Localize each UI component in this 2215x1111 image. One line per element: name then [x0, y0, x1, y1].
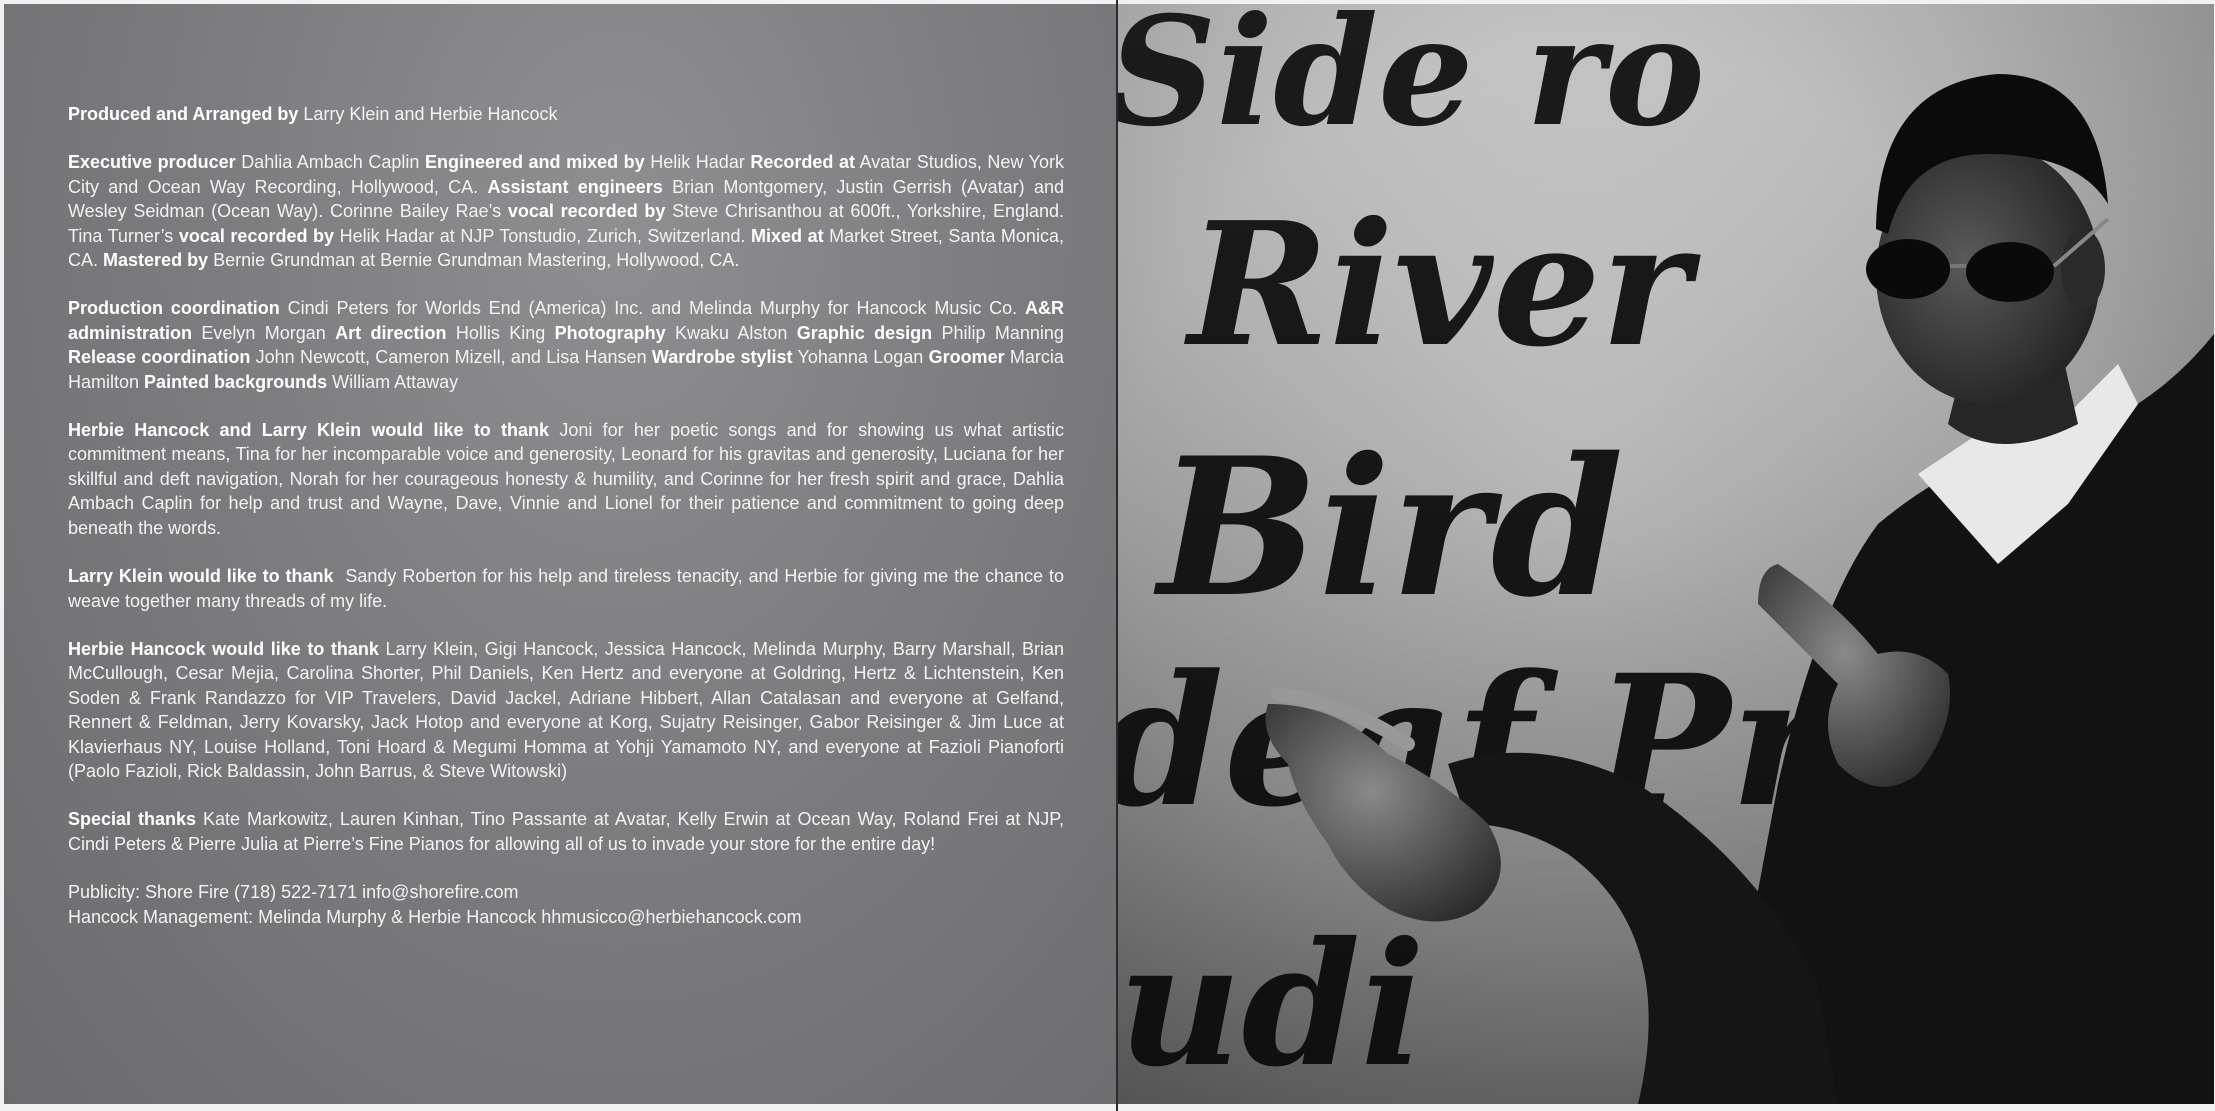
credit-label: Release coordination — [68, 347, 251, 368]
credit-label: Wardrobe stylist — [651, 347, 793, 368]
thanks-both — [68, 418, 1064, 540]
credit-label: Special thanks — [68, 809, 197, 830]
credit-text: Larry Klein and Herbie Hancock — [303, 104, 558, 124]
credit-text: Marcia Hamilton — [68, 347, 1064, 392]
credit-text: Market Street, Santa Monica, CA. — [68, 225, 1064, 271]
credit-text: Larry Klein, Gigi Hancock, Jessica Hancock, Melinda Murphy, Barry Marshall, Brian McCullough, Cesar Mejia, Carolina Shorter, Phil Daniels, Ken Hertz and everyone at Goldring, Hertz & Lichtenstein, Ken Soden & Frank Randazzo for VIP Travelers, David Jackel, Adriane Hibbert, Allan Catalasan and everyone at Gelfand, Rennert & Feldman, Jerry Kovarsky, Jack Hotop and everyone at Korg, Sujatry Reisinger, Gabor Reisinger & Jim Luce at Klavierhaus NY, Louise Holland, Toni Hoard & Megumi Homma at Yohji Yamamoto NY, and everyone at Fazioli Pianoforti (Paolo Fazioli, Rick Baldassin, John Barrus, & Steve Witowski) — [68, 638, 1064, 781]
credit-text: Kate Markowitz, Lauren Kinhan, Tino Passante at Avatar, Kelly Erwin at Ocean Way, Roland Frei at NJP, Cindi Peters & Pierre Julia at Pierre’s Fine Pianos for allowing all of us to invade your store for the entire day! — [68, 809, 1064, 854]
credit-text: Joni for her poetic songs and for showing us what artistic commitment means, Tina for her incomparable voice and generosity, Leonard for his gravitas and generosity, Luciana for her skillful and deft navigation, Norah for her courageous honesty & humility, and Corinne for her fresh spirit and grace, Dahlia Ambach Caplin for help and trust and Wayne, Dave, Vinnie and Lionel for their patience and commitment to going deep beneath the words. — [68, 420, 1064, 538]
portrait-photo — [1118, 4, 2214, 1104]
credit-label: Painted backgrounds — [144, 371, 328, 392]
coordination-credits — [68, 296, 1064, 394]
credit-text: Kwaku Alston — [674, 322, 788, 343]
produced-credit — [68, 102, 1064, 126]
credit-text: Steve Chrisanthou at 600ft., Yorkshire, England. Tina Turner’s — [68, 201, 1065, 246]
credit-text: Avatar Studios, New York City and Ocean Way Recording, Hollywood, CA. — [68, 152, 1064, 197]
credit-label: Production coordination — [68, 298, 280, 319]
credit-label: Herbie Hancock would like to thank — [68, 638, 379, 659]
production-credits — [68, 150, 1064, 272]
credit-text: Philip Manning — [941, 322, 1064, 343]
management-line: Hancock Management: Melinda Murphy & Herbie Hancock hhmusicco@herbiehancock.com — [68, 906, 802, 927]
credit-label: Engineered and mixed by — [424, 152, 645, 173]
credit-text: Helik Hadar at NJP Tonstudio, Zurich, Switzerland. — [339, 225, 746, 246]
credit-label: Groomer — [928, 347, 1005, 368]
credit-text: Bernie Grundman at Bernie Grundman Mastering, Hollywood, CA. — [213, 250, 740, 271]
credit-label: Produced and Arranged by — [68, 104, 299, 124]
credit-label: vocal recorded by — [507, 201, 666, 222]
credit-label: vocal recorded by — [178, 225, 335, 246]
special-thanks — [68, 807, 1064, 856]
credit-text: William Attaway — [332, 371, 459, 392]
publicity-line: Publicity: Shore Fire (718) 522-7171 info@shorefire.com — [68, 882, 519, 903]
credits-text — [68, 102, 1064, 929]
credit-label: Photography — [554, 322, 666, 343]
credit-label: A&R administration — [68, 298, 1064, 343]
credit-text: John Newcott, Cameron Mizell, and Lisa Hansen — [255, 347, 647, 368]
credit-label: Graphic design — [796, 322, 933, 343]
credit-label: Larry Klein would like to thank — [68, 566, 334, 587]
credit-text: Cindi Peters for Worlds End (America) Inc. and Melinda Murphy for Hancock Music Co. — [287, 298, 1018, 319]
credit-text: Sandy Roberton for his help and tireless tenacity, and Herbie for giving me the chance to weave together many threads of my life. — [68, 566, 1064, 611]
credit-label: Recorded at — [750, 152, 855, 173]
credit-label: Art direction — [335, 322, 447, 343]
credit-text: Helik Hadar — [650, 152, 745, 173]
photo-panel — [1118, 4, 2214, 1104]
thanks-klein — [68, 564, 1064, 613]
credit-label: Mastered by — [103, 250, 209, 271]
credit-label: Executive producer — [68, 152, 236, 173]
liner-notes-panel — [4, 4, 1116, 1104]
credit-text: Evelyn Morgan — [201, 322, 326, 343]
credit-text: Brian Montgomery, Justin Gerrish (Avatar) and Wesley Seidman (Ocean Way). Corinne Bailey Rae’s — [68, 176, 1064, 222]
credit-label: Assistant engineers — [487, 176, 663, 197]
thanks-hancock — [68, 637, 1064, 783]
credit-label: Herbie Hancock and Larry Klein would like to thank — [68, 420, 550, 441]
credit-label: Mixed at — [751, 225, 824, 246]
credit-text: Yohanna Logan — [797, 347, 924, 368]
credit-text: Dahlia Ambach Caplin — [241, 152, 420, 173]
credit-text: Hollis King — [455, 322, 546, 343]
